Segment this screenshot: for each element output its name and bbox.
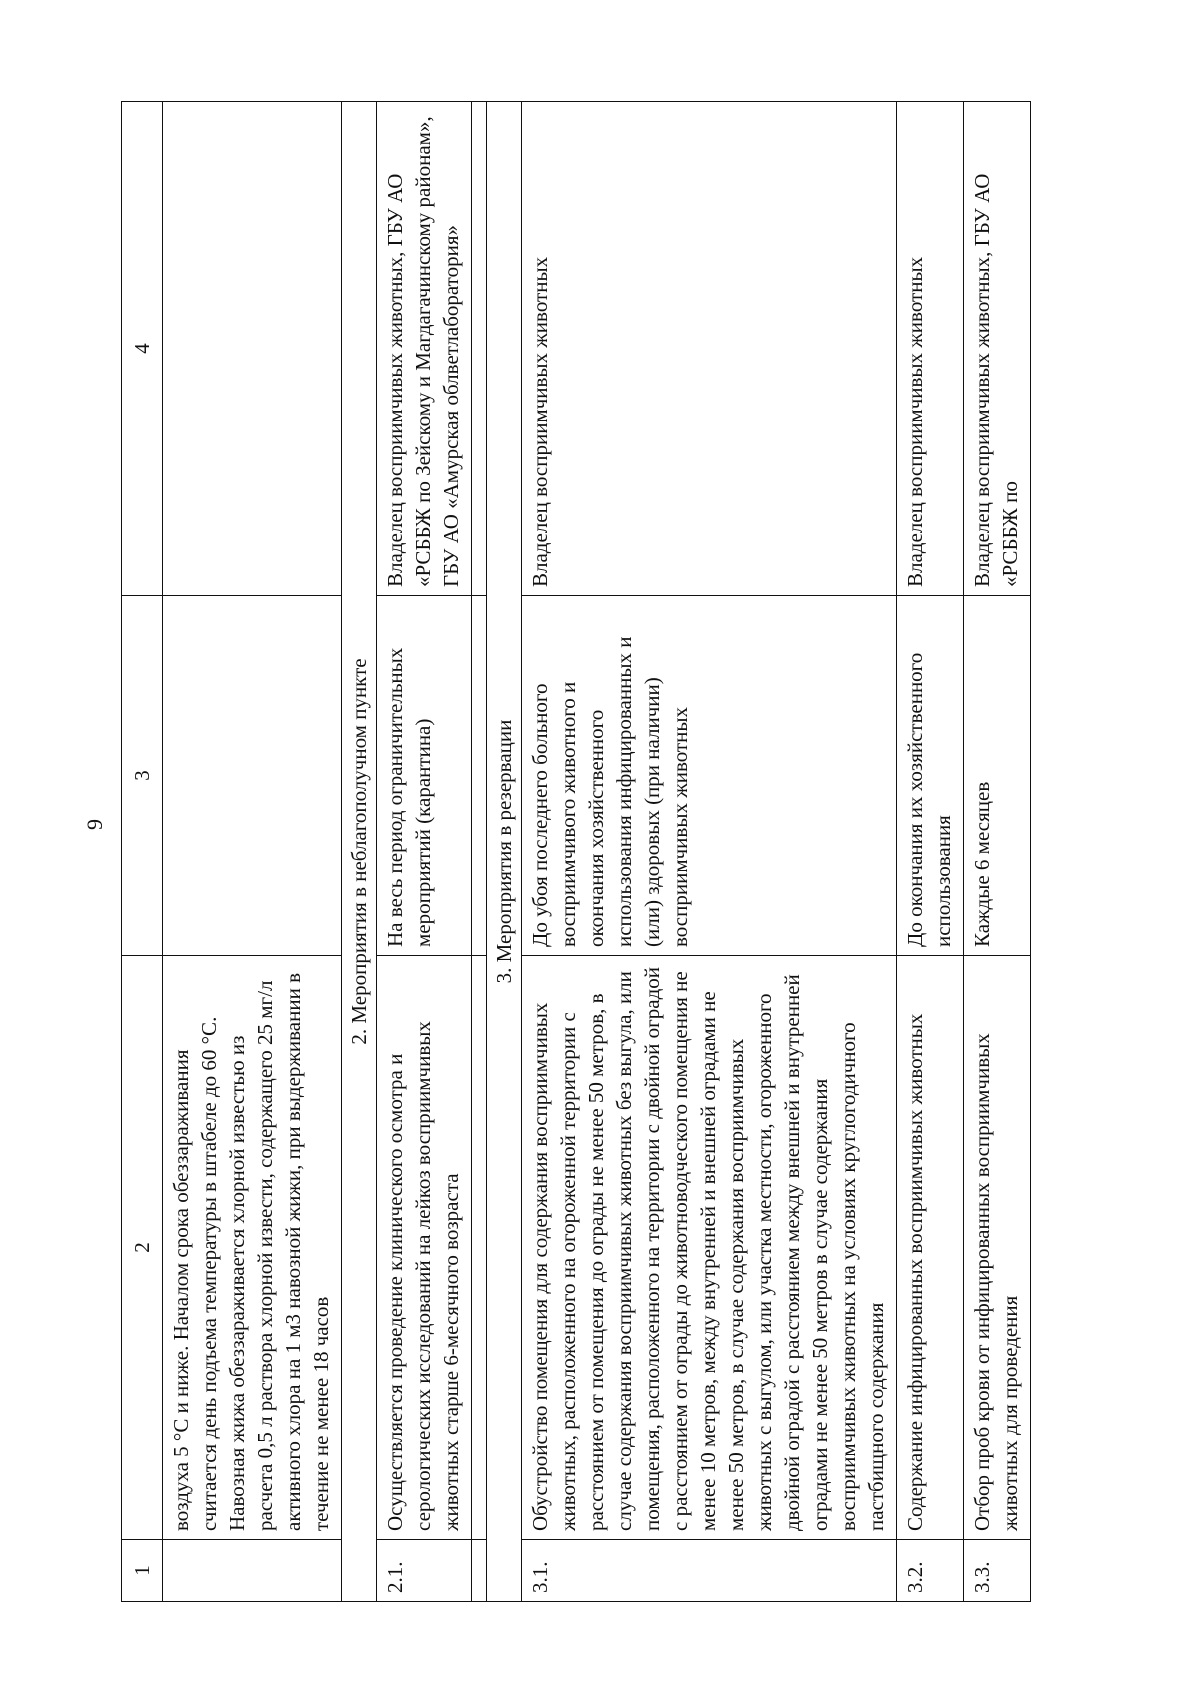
cell-term: До окончания их хозяйственного использования [897,596,964,956]
header-col-4: 4 [122,102,163,596]
cell-num: 2.1. [377,1540,472,1602]
header-col-1: 1 [122,1540,163,1602]
measures-table [121,101,1031,1602]
cell-responsible: Владелец восприимчивых животных [897,102,964,596]
table-row [897,102,964,1602]
section-title-row [342,102,377,1602]
separator-cell [472,102,487,596]
cell-measure: воздуха 5 °С и ниже. Началом срока обеззараживания считается день подъема температуры в штабеле до 60 °С. Навозная жижа обеззараживается хлорной известью из расчета 0,5 л раствора хлорной извести, содержащего 25 мг/л активного хлора на 1 м3 навозной жижи, при выдерживании в течение не менее 18 часов [163,956,342,1540]
cell-term: До убоя последнего больного восприимчивого животного и окончания хозяйственного использования инфицированных и (или) здоровых (при наличии) восприимчивых животных [522,596,897,956]
cell-term [163,596,342,956]
table-row [964,102,1031,1602]
separator-row [472,102,487,1602]
cell-measure: Осуществляется проведение клинического осмотра и серологических исследований на лейкоз восприимчивых животных старше 6-месячного возраста [377,956,472,1540]
cell-num: 3.1. [522,1540,897,1602]
cell-term: Каждые 6 месяцев [964,596,1031,956]
table-row [377,102,472,1602]
table-row [522,102,897,1602]
cell-responsible: Владелец восприимчивых животных, ГБУ АО «РСББЖ по Зейскому и Магдагачинскому районам», ГБУ АО «Амурская облветлаборатория» [377,102,472,596]
table-header-row [122,102,163,1602]
separator-cell [472,1540,487,1602]
cell-term: На весь период ограничительных мероприятий (карантина) [377,596,472,956]
cell-num [163,1540,342,1602]
cell-measure: Содержание инфицированных восприимчивых животных [897,956,964,1540]
section-title: 3. Мероприятия в резервации [487,102,522,1602]
header-col-3: 3 [122,596,163,956]
section-title: 2. Мероприятия в неблагополучном пункте [342,102,377,1602]
cell-responsible [163,102,342,596]
section-title-row [487,102,522,1602]
cell-num: 3.2. [897,1540,964,1602]
cell-num: 3.3. [964,1540,1031,1602]
separator-cell [472,596,487,956]
table-row [163,102,342,1602]
cell-measure: Отбор проб крови от инфицированных восприимчивых животных для проведения [964,956,1031,1540]
cell-measure: Обустройство помещения для содержания восприимчивых животных, расположенного на огороженной территории с расстоянием от помещения до ограды не менее 50 метров, в случае содержания восприимчивых животных без выгула, или помещения, расположенного на территории с двойной оградой с расстоянием от ограды до животноводческого помещения не менее 10 метров, между внутренней и внешней оградами не менее 50 метров, в случае содержания восприимчивых животных с выгулом, или участка местности, огороженного двойной оградой с расстоянием между внешней и внутренней оградами не менее 50 метров в случае содержания восприимчивых животных на условиях круглогодичного пастбищного содержания [522,956,897,1540]
cell-responsible: Владелец восприимчивых животных [522,102,897,596]
header-col-2: 2 [122,956,163,1540]
separator-cell [472,956,487,1540]
page-number: 9 [82,819,107,830]
cell-responsible: Владелец восприимчивых животных, ГБУ АО «РСББЖ по [964,102,1031,596]
rotated-page [121,102,1084,1602]
